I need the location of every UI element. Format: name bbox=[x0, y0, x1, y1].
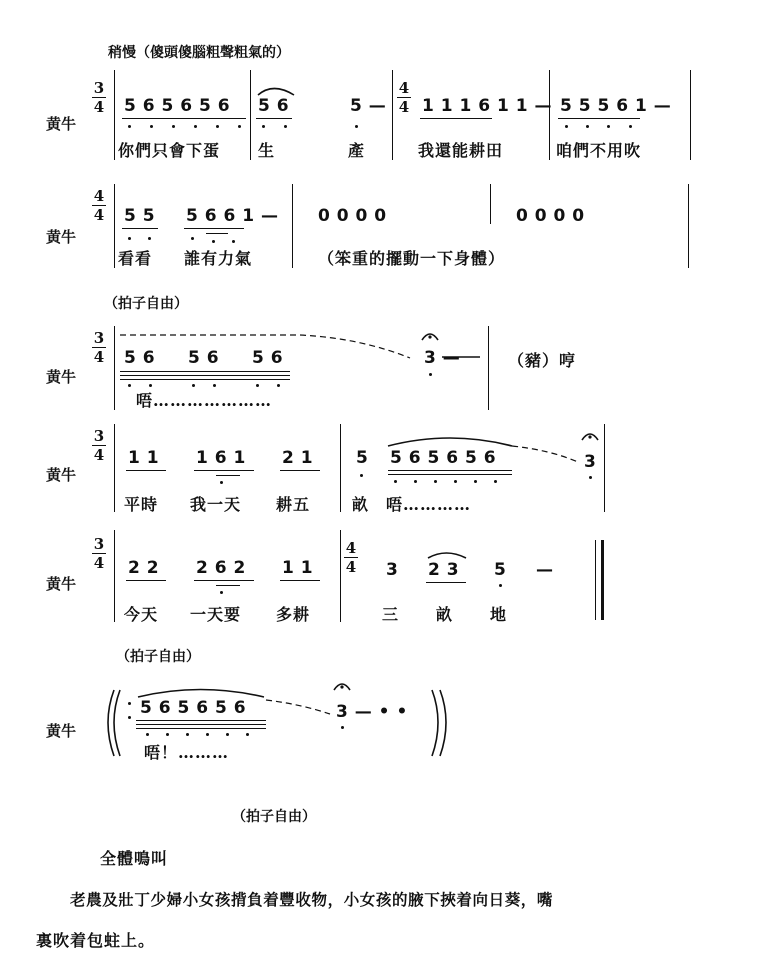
stage-direction-line: 老農及壯丁少婦小女孩揹負着豐收物，小女孩的腋下挾着向日葵，嘴 bbox=[70, 890, 554, 909]
ts-top: 3 bbox=[93, 427, 105, 445]
note-group: 5 6 bbox=[124, 348, 156, 368]
note-group: 5 6 bbox=[252, 348, 284, 368]
lyric: 地 bbox=[490, 605, 508, 624]
ts-top: 4 bbox=[345, 539, 357, 557]
singer-label: 黄牛 bbox=[46, 575, 77, 593]
ts-bottom: 4 bbox=[398, 98, 410, 116]
ts-top: 3 bbox=[93, 79, 105, 97]
note-group: 5 5 bbox=[124, 206, 156, 226]
ts-bottom: 4 bbox=[93, 98, 105, 116]
note-group: 5 6 bbox=[188, 348, 220, 368]
stage-direction-title: 全體鳴叫 bbox=[100, 849, 169, 868]
note-group: 5 6 5 6 5 6 bbox=[140, 698, 247, 718]
fermata-dot bbox=[340, 685, 343, 688]
note-group: 5 6 6 1 — bbox=[186, 206, 279, 226]
slur bbox=[388, 438, 512, 446]
note-group: 0 0 0 0 bbox=[318, 206, 387, 226]
note-group: 1 1 bbox=[282, 558, 314, 578]
ts-bottom: 4 bbox=[93, 554, 105, 572]
lyric: 多耕 bbox=[276, 605, 311, 624]
tempo-marking: 稍慢（傻頭傻腦粗聲粗氣的） bbox=[108, 45, 290, 61]
fermata-dot bbox=[428, 335, 431, 338]
note-group: 3 bbox=[386, 560, 399, 580]
note-group: 1 6 1 bbox=[196, 448, 246, 468]
lyric: 誰有力氣 bbox=[184, 249, 253, 268]
tempo-marking: （拍子自由） bbox=[116, 649, 200, 665]
lyric: 產 bbox=[348, 141, 366, 160]
ts-top: 4 bbox=[93, 187, 105, 205]
lyric: 咱們不用吹 bbox=[556, 141, 642, 160]
lyric: 我還能耕田 bbox=[418, 141, 504, 160]
note-group: 5 bbox=[356, 448, 369, 468]
tempo-marking: （拍子自由） bbox=[232, 809, 316, 825]
ts-bottom: 4 bbox=[93, 446, 105, 464]
stage-direction-line: 裏吹着包蛀上。 bbox=[36, 931, 156, 950]
lyric: 一天要 bbox=[190, 605, 242, 624]
tie-line bbox=[120, 335, 410, 358]
lyric: 生 bbox=[258, 141, 276, 160]
tempo-marking: （拍子自由） bbox=[104, 296, 188, 312]
ts-bottom: 4 bbox=[345, 558, 357, 576]
note-group: 3 — • • bbox=[336, 702, 408, 722]
fermata-dot bbox=[588, 435, 591, 438]
singer-label: 黄牛 bbox=[46, 115, 77, 133]
bracket bbox=[108, 690, 114, 756]
ts-bottom: 4 bbox=[93, 348, 105, 366]
ts-top: 3 bbox=[93, 535, 105, 553]
lyric: 我一天 bbox=[190, 495, 242, 514]
note-group: 2 3 bbox=[428, 560, 460, 580]
bracket bbox=[440, 690, 446, 756]
lyric: 平時 bbox=[124, 495, 159, 514]
bracket bbox=[114, 690, 120, 756]
lyric: （豬）哼 bbox=[508, 351, 577, 370]
ts-top: 3 bbox=[93, 329, 105, 347]
lyric: 三 bbox=[382, 605, 400, 624]
note-group: 5 6 5 6 5 6 bbox=[390, 448, 497, 468]
note-group: 2 1 bbox=[282, 448, 314, 468]
singer-label: 黄牛 bbox=[46, 722, 77, 740]
slur bbox=[428, 553, 466, 558]
note-group: 5 bbox=[494, 560, 507, 580]
singer-label: 黄牛 bbox=[46, 466, 77, 484]
tie-line bbox=[266, 700, 330, 714]
note-group: 3 — bbox=[424, 348, 461, 368]
note-group: 2 2 bbox=[128, 558, 160, 578]
lyric: 唔………………… bbox=[136, 391, 273, 410]
note-group: 0 0 0 0 bbox=[516, 206, 585, 226]
note-group: 5 6 bbox=[258, 96, 290, 116]
note-group: 2 6 2 bbox=[196, 558, 246, 578]
lyric: 今天 bbox=[124, 605, 159, 624]
singer-label: 黄牛 bbox=[46, 368, 77, 386]
lyric: （笨重的擺動一下身體） bbox=[318, 249, 506, 268]
note-group: 5 6 5 6 5 6 bbox=[124, 96, 231, 116]
lyric: 畝 bbox=[436, 605, 454, 624]
lyric: 你們只會下蛋 bbox=[118, 141, 221, 160]
lyric: 唔！……… bbox=[144, 743, 230, 762]
note-group: 1 1 1 6 1 1 — bbox=[422, 96, 552, 116]
lyric: 唔………… bbox=[386, 495, 472, 514]
tie-line bbox=[512, 446, 578, 462]
lyric: 耕五 bbox=[276, 495, 311, 514]
lyric: 看看 bbox=[118, 249, 153, 268]
slur bbox=[138, 690, 264, 698]
note-group: — bbox=[536, 560, 554, 580]
ts-bottom: 4 bbox=[93, 206, 105, 224]
note-group: 5 — bbox=[350, 96, 387, 116]
note-group: 1 1 bbox=[128, 448, 160, 468]
singer-label: 黄牛 bbox=[46, 228, 77, 246]
ts-top: 4 bbox=[398, 79, 410, 97]
bracket bbox=[432, 690, 438, 756]
note-group: 5 5 5 6 1 — bbox=[560, 96, 672, 116]
note-group: 3 bbox=[584, 452, 597, 472]
slur bbox=[258, 89, 294, 96]
lyric: 畝 bbox=[352, 495, 370, 514]
